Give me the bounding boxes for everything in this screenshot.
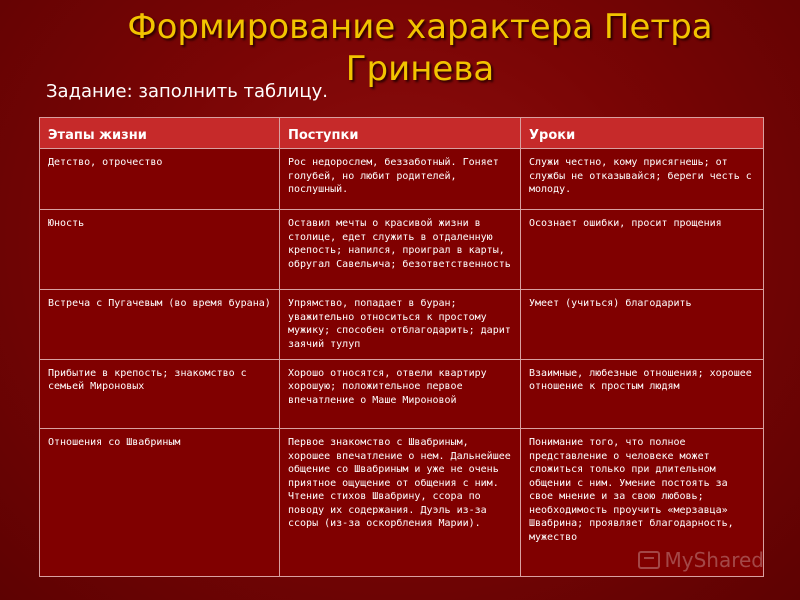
watermark-logo: [638, 548, 764, 572]
table-cell-stage: Встреча с Пугачевым (во время бурана): [40, 290, 280, 360]
table-cell-action: Хорошо относятся, отвели квартиру хорошую; положительное первое впечатление о Маше Мироновой: [280, 359, 521, 429]
table-row: [40, 290, 764, 360]
table-cell-lesson: Умеет (учиться) благодарить: [521, 290, 764, 360]
table-cell-lesson: Служи честно, кому присягнешь; от службы не отказывайся; береги честь с молоду.: [521, 149, 764, 210]
table-row: [40, 210, 764, 290]
table-cell-stage: Отношения со Швабриным: [40, 429, 280, 577]
table-cell-lesson: Взаимные, любезные отношения; хорошее отношение к простым людям: [521, 359, 764, 429]
table-cell-stage: Детство, отрочество: [40, 149, 280, 210]
table-header-row: [40, 118, 764, 149]
life-stages-table: [39, 117, 764, 577]
table-cell-action: Рос недорослем, беззаботный. Гоняет голубей, но любит родителей, послушный.: [280, 149, 521, 210]
presentation-icon: [638, 551, 660, 569]
watermark-text: MyShared: [664, 548, 764, 572]
page-title: Формирование характера Петра Гринева: [127, 7, 713, 89]
task-text: Задание: заполнить таблицу.: [46, 81, 328, 102]
table-cell-lesson: Осознает ошибки, просит прощения: [521, 210, 764, 290]
table-cell-stage: Прибытие в крепость; знакомство с семьей Мироновых: [40, 359, 280, 429]
table-cell-action: Первое знакомство с Швабриным, хорошее впечатление о нем. Дальнейшее общение со Швабриным и уже не очень приятное ощущение от общения с ним. Чтение стихов Швабрину, ссора по поводу их содержания. Дуэль из-за ссоры (из-за оскорбления Марии).: [280, 429, 521, 577]
table-container: [39, 117, 763, 577]
table-cell-stage: Юность: [40, 210, 280, 290]
header-cell-lessons: Уроки: [521, 118, 764, 149]
table-cell-action: Оставил мечты о красивой жизни в столице, едет служить в отдаленную крепость; напился, проиграл в карты, обругал Савельича; безответственность: [280, 210, 521, 290]
table-cell-lesson: Понимание того, что полное представление о человеке может сложиться только при длительном общении с ним. Умение постоять за свое мнение и за свою любовь; необходимость проучить «мерзавца» Швабрина; проявляет благодарность, мужество: [521, 429, 764, 577]
table-row: [40, 359, 764, 429]
header-cell-stages: Этапы жизни: [40, 118, 280, 149]
table-cell-action: Упрямство, попадает в буран; уважительно относиться к простому мужику; способен отблагодарить; дарит заячий тулуп: [280, 290, 521, 360]
table-row: [40, 149, 764, 210]
header-cell-actions: Поступки: [280, 118, 521, 149]
